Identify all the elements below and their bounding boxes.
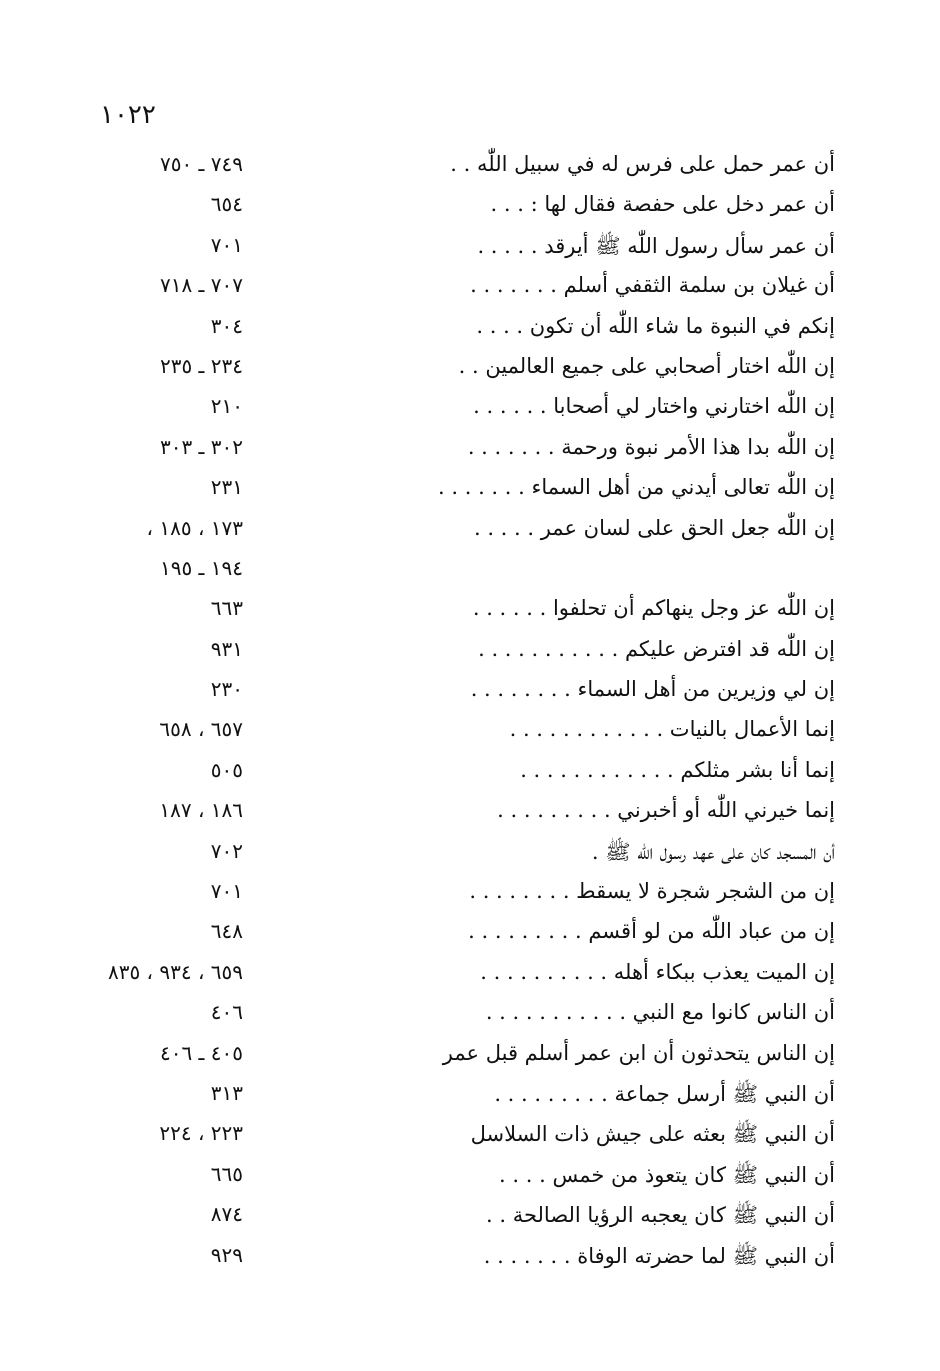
index-entry [0, 792, 940, 832]
entry-page-refs: ٦٥٩ ، ٩٣٤ ، ٨٣٥ [107, 959, 243, 984]
entry-hadith-text: أن عمر سأل رسول اللّٰه ﷺ أيرقد . . . . . [477, 233, 835, 258]
entry-hadith-text: أن المسجد كان على عهد رسول اللّٰه ﷺ . [591, 839, 835, 864]
entry-hadith-text: إن من عباد اللّٰه من لو أقسم . . . . . . . . . [468, 919, 835, 944]
index-entry [0, 469, 940, 509]
entry-page-refs: ١٧٣ ، ١٨٥ ، [146, 515, 243, 540]
entry-hadith-text: إن اللّٰه اختارني واختار لي أصحابا . . . . . . [473, 394, 835, 419]
entry-page-refs: ٦٤٨ [210, 919, 243, 944]
entry-hadith-text: إن اللّٰه عز وجل ينهاكم أن تحلفوا . . . . . . [472, 596, 835, 621]
entry-hadith-text: إن اللّٰه بدا هذا الأمر نبوة ورحمة . . . . . . . [467, 434, 835, 459]
entry-page-refs: ٩٣١ [210, 636, 243, 661]
entry-hadith-text: إنما خيرني اللّٰه أو أخبرني . . . . . . . . . [497, 798, 835, 823]
entry-page-refs: ٢٣٠ [210, 677, 243, 702]
entry-page-refs: ٤٠٦ [210, 1000, 243, 1025]
entry-page-refs: ٨٧٤ [210, 1202, 243, 1227]
entry-hadith-text: أن النبي ﷺ بعثه على جيش ذات السلاسل [470, 1122, 835, 1147]
index-entry [0, 711, 940, 751]
index-entry [0, 186, 940, 226]
entry-page-refs: ٢٣٤ ـ ٢٣٥ [159, 353, 243, 378]
entry-page-refs: ٣٠٢ ـ ٣٠٣ [159, 434, 243, 459]
index-entry [0, 954, 940, 994]
entry-page-refs: ٢٢٣ ، ٢٢٤ [159, 1121, 243, 1146]
index-entry [0, 1156, 940, 1196]
entry-hadith-text: أن عمر حمل على فرس له في سبيل اللّٰه . . [450, 152, 835, 176]
entry-hadith-text: إن اللّٰه قد افترض عليكم . . . . . . . . . . . [478, 636, 835, 661]
entry-page-refs: ٥٠٥ [210, 757, 243, 782]
page-number: ١٠٢٢ [100, 100, 156, 130]
index-entry [0, 388, 940, 428]
entry-hadith-text: أن الناس كانوا مع النبي . . . . . . . . . . . [485, 1000, 835, 1025]
entry-page-refs: ٧٠٧ ـ ٧١٨ [159, 273, 243, 298]
entry-page-refs: ٤٠٥ ـ ٤٠٦ [159, 1040, 243, 1065]
entry-hadith-text: أن عمر دخل على حفصة فقال لها : . . . [490, 192, 835, 217]
entry-page-refs: ١٩٤ ـ ١٩٥ [159, 555, 243, 580]
entry-hadith-text: أن النبي ﷺ لما حضرته الوفاة . . . . . . . [483, 1243, 835, 1268]
entry-hadith-text: إن لي وزيرين من أهل السماء . . . . . . . . [470, 677, 835, 702]
entry-hadith-text: إنما الأعمال بالنيات . . . . . . . . . . . . [509, 717, 835, 742]
index-entry [0, 348, 940, 388]
entry-page-refs: ٦٦٣ [210, 596, 243, 621]
entry-page-refs: ٣١٣ [210, 1080, 243, 1105]
entry-page-refs: ٦٥٤ [210, 192, 243, 217]
index-entry [0, 227, 940, 267]
index-entry [0, 590, 940, 630]
index-entry [0, 308, 940, 348]
entry-page-refs: ٢٣١ [210, 475, 243, 500]
index-entry [0, 429, 940, 469]
index-entry [0, 550, 940, 590]
entry-hadith-text: إن اللّٰه جعل الحق على لسان عمر . . . . . [473, 515, 835, 540]
index-entry [0, 671, 940, 711]
entry-hadith-text: إن اللّٰه تعالى أيدني من أهل السماء . . . . . . . [438, 475, 835, 500]
index-entry-list [0, 146, 940, 1277]
entry-page-refs: ٧٤٩ ـ ٧٥٠ [159, 152, 243, 176]
entry-hadith-text: إن اللّٰه اختار أصحابي على جميع العالمين . . [458, 353, 835, 378]
index-entry [0, 1237, 940, 1277]
entry-page-refs: ٦٦٥ [210, 1161, 243, 1186]
entry-hadith-text: إنكم في النبوة ما شاء اللّٰه أن تكون . . . . [476, 313, 835, 338]
index-entry [0, 1035, 940, 1075]
index-entry [0, 1196, 940, 1236]
entry-hadith-text: إن من الشجر شجرة لا يسقط . . . . . . . . [469, 879, 835, 904]
index-entry [0, 267, 940, 307]
entry-page-refs: ٦٥٧ ، ٦٥٨ [159, 717, 243, 742]
index-entry [0, 510, 940, 550]
entry-page-refs: ٧٠١ [210, 232, 243, 257]
entry-page-refs: ٩٢٩ [210, 1242, 243, 1267]
index-entry [0, 913, 940, 953]
index-entry [0, 146, 940, 186]
entry-hadith-text: أن النبي ﷺ كان يعجبه الرؤيا الصالحة . . [486, 1203, 835, 1228]
index-entry [0, 873, 940, 913]
index-entry [0, 1115, 940, 1155]
entry-page-refs: ٧٠١ [210, 879, 243, 904]
entry-page-refs: ٢١٠ [210, 394, 243, 419]
entry-page-refs: ١٨٦ ، ١٨٧ [159, 798, 243, 823]
entry-hadith-text: أن النبي ﷺ كان يتعوذ من خمس . . . . [499, 1162, 835, 1187]
entry-page-refs: ٧٠٢ [210, 838, 243, 863]
entry-hadith-text: إن الميت يعذب ببكاء أهله . . . . . . . . . . [480, 959, 835, 984]
entry-hadith-text: أن غيلان بن سلمة الثقفي أسلم . . . . . . . [470, 273, 835, 298]
index-entry [0, 1075, 940, 1115]
index-entry [0, 833, 940, 873]
index-entry [0, 994, 940, 1034]
index-entry [0, 631, 940, 671]
entry-hadith-text: إنما أنا بشر مثلكم . . . . . . . . . . . . [520, 757, 835, 782]
entry-hadith-text: إن الناس يتحدثون أن ابن عمر أسلم قبل عمر [442, 1040, 835, 1065]
entry-page-refs: ٣٠٤ [210, 313, 243, 338]
index-entry [0, 752, 940, 792]
entry-hadith-text: أن النبي ﷺ أرسل جماعة . . . . . . . . . [494, 1081, 835, 1106]
